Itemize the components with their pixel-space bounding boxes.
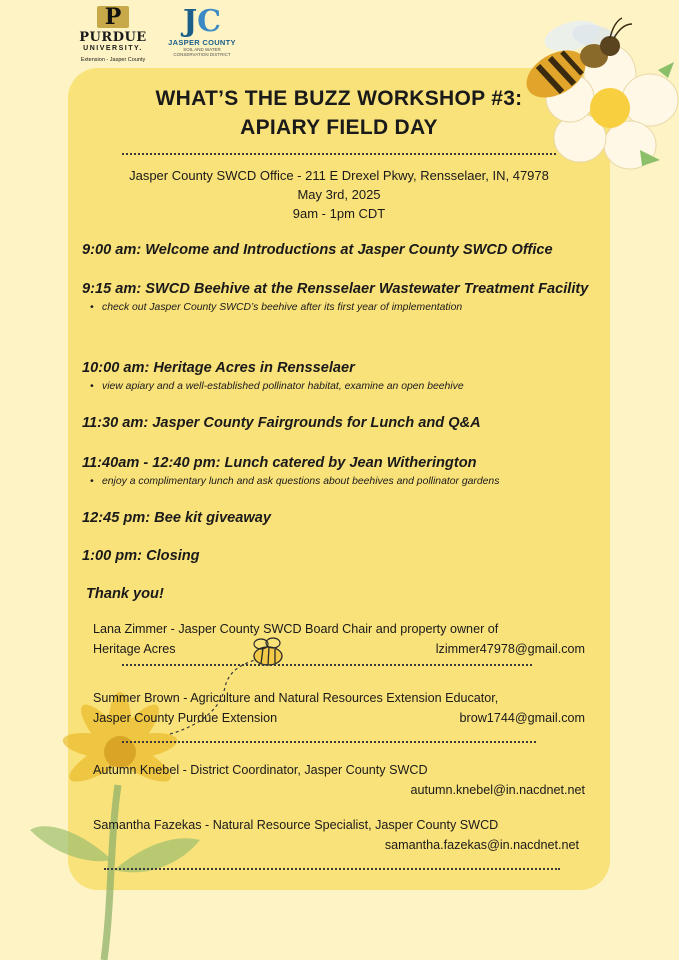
jc-name: JASPER COUNTY <box>168 38 236 47</box>
contact-line-1: Autumn Knebel - District Coordinator, Jasper County SWCD <box>93 763 428 777</box>
contact-card <box>93 815 585 855</box>
schedule-heading: 12:45 pm: Bee kit giveaway <box>82 510 271 526</box>
event-date: May 3rd, 2025 <box>297 187 381 202</box>
contact-email[interactable]: brow1744@gmail.com <box>459 711 585 725</box>
jc-sub1: SOIL AND WATER <box>183 47 221 52</box>
event-time: 9am - 1pm CDT <box>292 206 386 221</box>
schedule-bullet: • view apiary and a well-established pollinator habitat, examine an open beehive <box>90 380 602 394</box>
contact-card <box>93 619 585 659</box>
jc-mark: JC <box>182 4 222 39</box>
contact-card <box>93 688 585 728</box>
schedule-heading: 9:00 am: Welcome and Introductions at Jasper County SWCD Office <box>82 242 553 258</box>
schedule-bullet: • check out Jasper County SWCD’s beehive after its first year of implementation <box>90 301 602 315</box>
title-line-2: APIARY FIELD DAY <box>240 116 438 139</box>
schedule-item <box>82 413 602 434</box>
schedule-heading: 10:00 am: Heritage Acres in Rensselaer <box>82 360 355 376</box>
schedule-heading: 1:00 pm: Closing <box>82 548 200 564</box>
title-divider <box>122 153 556 155</box>
schedule-item <box>82 453 602 489</box>
schedule-item <box>82 508 602 529</box>
contact-email[interactable]: samantha.fazekas@in.nacdnet.net <box>384 838 579 852</box>
purdue-p-mark: P <box>97 6 129 28</box>
contact-line-2: Heritage Acres <box>93 642 176 656</box>
footer-divider <box>104 868 560 870</box>
purdue-name: PURDUE <box>79 30 147 45</box>
event-location: Jasper County SWCD Office - 211 E Drexel Pkwy, Rensselaer, IN, 47978 <box>129 168 549 183</box>
contact-line-1: Summer Brown - Agriculture and Natural Resources Extension Educator, <box>93 691 499 705</box>
title-line-1: WHAT’S THE BUZZ WORKSHOP #3: <box>155 87 523 110</box>
schedule-item <box>82 358 602 394</box>
contact-email[interactable]: lzimmer47978@gmail.com <box>435 642 585 656</box>
schedule-item <box>82 279 602 315</box>
jasper-county-logo <box>162 6 242 57</box>
purdue-university: UNIVERSITY. <box>83 45 143 52</box>
schedule-heading: 11:40am - 12:40 pm: Lunch catered by Jean Witherington <box>82 455 477 471</box>
schedule-heading: 9:15 am: SWCD Beehive at the Rensselaer Wastewater Treatment Facility <box>82 281 589 297</box>
purdue-extension: Extension - Jasper County <box>80 57 146 63</box>
contact-divider <box>122 664 532 666</box>
page-title <box>68 84 610 142</box>
contact-email[interactable]: autumn.knebel@in.nacdnet.net <box>410 783 585 797</box>
thank-you-heading: Thank you! <box>86 586 164 602</box>
contact-line-1: Samantha Fazekas - Natural Resource Specialist, Jasper County SWCD <box>93 818 499 832</box>
contact-divider <box>122 741 536 743</box>
contact-line-1: Lana Zimmer - Jasper County SWCD Board Chair and property owner of <box>93 622 499 636</box>
schedule-item <box>82 546 602 567</box>
contact-card <box>93 760 585 800</box>
purdue-logo <box>78 6 148 63</box>
schedule-item <box>82 240 602 261</box>
schedule-heading: 11:30 am: Jasper County Fairgrounds for Lunch and Q&A <box>82 415 481 431</box>
contact-line-2: Jasper County Purdue Extension <box>93 711 278 725</box>
event-info <box>68 166 610 223</box>
schedule-bullet: • enjoy a complimentary lunch and ask questions about beehives and pollinator gardens <box>90 475 602 489</box>
jc-sub2: CONSERVATION DISTRICT <box>173 52 231 57</box>
